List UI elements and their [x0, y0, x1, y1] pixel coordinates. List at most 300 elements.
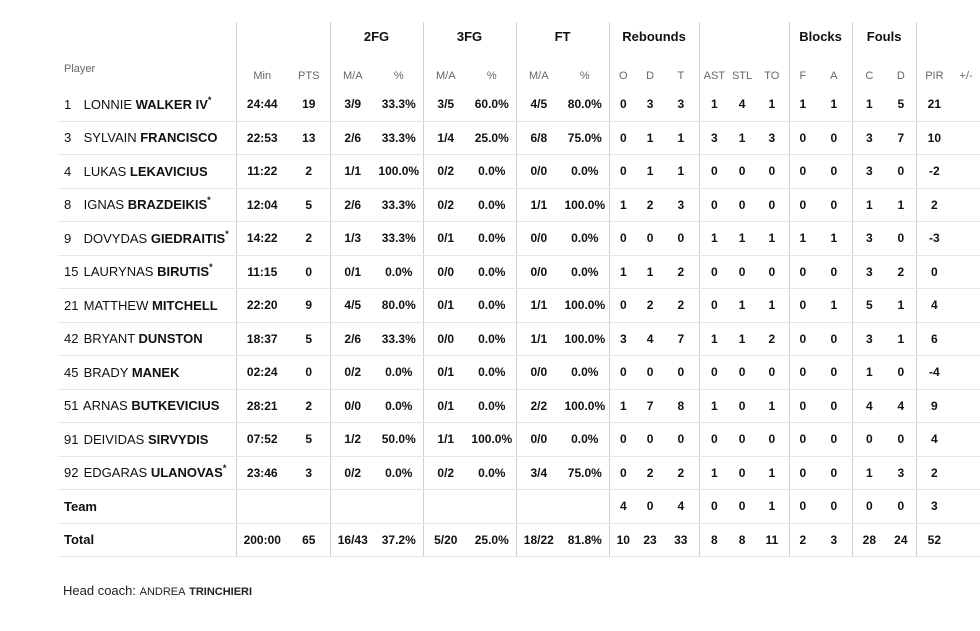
cell-ft-ma: 0/0: [516, 255, 561, 289]
cell-reb-d: 1: [637, 155, 663, 189]
head-coach-last-name: TRINCHIERI: [189, 586, 253, 598]
cell-reb-o: 0: [609, 456, 637, 490]
cell-foul-c: 3: [852, 322, 886, 356]
cell-reb-o: 0: [609, 88, 637, 121]
cell-ft-ma: 1/1: [516, 289, 561, 323]
cell-fg3-pct: 60.0%: [468, 88, 516, 121]
cell-reb-d: 0: [637, 222, 663, 256]
cell-reb-t: 0: [663, 356, 699, 390]
cell-reb-o: 1: [609, 255, 637, 289]
cell-ast: 1: [699, 222, 729, 256]
cell-reb-t: 0: [663, 222, 699, 256]
cell-ast: 0: [699, 188, 729, 222]
cell-pir: 21: [916, 88, 952, 121]
cell-fg2-ma: 2/6: [330, 188, 375, 222]
cell-stl: 4: [729, 88, 755, 121]
col-reb-t: T: [677, 70, 685, 82]
cell-blk-f: 0: [789, 155, 816, 189]
player-last-name: ULANOVAS: [150, 465, 223, 481]
player-name-cell: [58, 356, 236, 390]
cell-pm: [952, 121, 980, 155]
cell-blk-a: 0: [816, 490, 852, 524]
cell-fg2-pct: 0.0%: [375, 389, 423, 423]
cell-pm: [952, 289, 980, 323]
cell-reb-t: 1: [663, 121, 699, 155]
column-header-row: [58, 50, 980, 88]
cell-min: 07:52: [236, 423, 288, 457]
cell-reb-t: 7: [663, 322, 699, 356]
cell-blk-a: 1: [816, 289, 852, 323]
player-name-cell: [58, 456, 236, 490]
cell-foul-c: 0: [852, 490, 886, 524]
cell-fg2-ma: 0/0: [330, 389, 375, 423]
player-last-name: BUTKEVICIUS: [131, 398, 220, 414]
cell-ft-pct: 0.0%: [561, 155, 609, 189]
cell-foul-d: 5: [886, 88, 916, 121]
cell-reb-d: 2: [637, 456, 663, 490]
player-name-cell: [58, 155, 236, 189]
cell-ast: 1: [699, 456, 729, 490]
cell-stl: 0: [729, 389, 755, 423]
cell-stl: 0: [729, 155, 755, 189]
cell-blk-a: 0: [816, 121, 852, 155]
group-blocks: Blocks: [789, 22, 852, 50]
col-reb-o: O: [609, 50, 637, 88]
cell-foul-d: 1: [886, 322, 916, 356]
cell-reb-d: 3: [637, 88, 663, 121]
cell-foul-d: 24: [886, 523, 916, 557]
cell-blk-f: 0: [789, 255, 816, 289]
player-row: [58, 322, 980, 356]
cell-ast: 0: [699, 356, 729, 390]
cell-blk-f: 0: [789, 456, 816, 490]
cell-ft-ma: 1/1: [516, 322, 561, 356]
cell-foul-d: 4: [886, 389, 916, 423]
cell-fg2-pct: 33.3%: [375, 188, 423, 222]
cell-fg2-ma: 2/6: [330, 121, 375, 155]
cell-pm: [952, 356, 980, 390]
player-row: [58, 255, 980, 289]
player-last-name: SIRVYDIS: [147, 431, 209, 447]
head-coach-label: Head coach:: [63, 583, 136, 598]
jersey-number: 1: [64, 96, 72, 112]
player-row: [58, 155, 980, 189]
cell-fg3-ma: 0/2: [423, 456, 468, 490]
head-coach-first-name: ANDREA: [139, 586, 186, 598]
starter-marker: *: [209, 262, 213, 273]
cell-foul-d: 0: [886, 222, 916, 256]
cell-fg3-pct: 25.0%: [468, 121, 516, 155]
cell-ast: 8: [699, 523, 729, 557]
cell-min: 28:21: [236, 389, 288, 423]
jersey-number: 45: [64, 364, 79, 380]
player-first-name: BRADY: [83, 364, 129, 380]
col-ft-pct: %: [579, 70, 590, 82]
player-name-cell: [58, 322, 236, 356]
cell-ast: 0: [699, 289, 729, 323]
cell-min: 22:53: [236, 121, 288, 155]
player-row: [58, 289, 980, 323]
cell-pm: [952, 456, 980, 490]
cell-blk-a: 3: [816, 523, 852, 557]
cell-reb-d: 0: [637, 356, 663, 390]
cell-ft-pct: [561, 490, 609, 524]
cell-reb-d: 1: [637, 121, 663, 155]
cell-to: 0: [755, 255, 789, 289]
cell-pir: 2: [916, 456, 952, 490]
player-first-name: ARNAS: [82, 398, 128, 414]
cell-fg2-ma: 2/6: [330, 322, 375, 356]
cell-to: 0: [755, 155, 789, 189]
cell-pm: [952, 188, 980, 222]
cell-reb-o: 0: [609, 289, 637, 323]
col-foul-d: D: [896, 70, 905, 82]
cell-ast: 1: [699, 389, 729, 423]
cell-ft-pct: 75.0%: [561, 121, 609, 155]
cell-ft-pct: 81.8%: [561, 523, 609, 557]
player-first-name: LUKAS: [83, 163, 127, 179]
cell-fg3-ma: 5/20: [423, 523, 468, 557]
cell-fg3-pct: 0.0%: [468, 255, 516, 289]
player-name-cell: [58, 255, 236, 289]
col-reb-d: D: [646, 70, 655, 82]
cell-pir: 4: [916, 423, 952, 457]
cell-pm: [952, 423, 980, 457]
col-2fg-pct: %: [393, 70, 404, 82]
col-pir: PIR: [916, 50, 952, 88]
cell-to: 1: [755, 456, 789, 490]
cell-to: 0: [755, 188, 789, 222]
cell-fg3-pct: [468, 490, 516, 524]
cell-foul-d: 1: [886, 188, 916, 222]
cell-pir: -2: [916, 155, 952, 189]
player-row: [58, 356, 980, 390]
col-min: Min: [236, 50, 288, 88]
cell-fg2-ma: 0/1: [330, 255, 375, 289]
cell-ast: 3: [699, 121, 729, 155]
cell-blk-f: 0: [789, 121, 816, 155]
cell-fg2-ma: 0/2: [330, 456, 375, 490]
cell-fg3-pct: 0.0%: [468, 289, 516, 323]
cell-reb-d: 4: [637, 322, 663, 356]
cell-pm: [952, 255, 980, 289]
cell-pir: 9: [916, 389, 952, 423]
cell-fg3-ma: [423, 490, 468, 524]
cell-pir: 4: [916, 289, 952, 323]
cell-reb-t: 8: [663, 389, 699, 423]
cell-stl: 1: [729, 322, 755, 356]
cell-reb-d: 0: [637, 490, 663, 524]
cell-reb-d: 23: [637, 523, 663, 557]
cell-foul-d: 3: [886, 456, 916, 490]
cell-to: 1: [755, 389, 789, 423]
col-stl: STL: [731, 70, 753, 82]
cell-pts: 5: [288, 423, 330, 457]
cell-to: 1: [755, 222, 789, 256]
cell-blk-a: 0: [816, 356, 852, 390]
cell-reb-o: 0: [609, 423, 637, 457]
cell-fg3-pct: 0.0%: [468, 188, 516, 222]
cell-fg2-pct: 33.3%: [375, 121, 423, 155]
cell-foul-c: 4: [852, 389, 886, 423]
cell-reb-t: 3: [663, 88, 699, 121]
cell-ft-ma: 18/22: [516, 523, 561, 557]
player-row: [58, 88, 980, 121]
cell-ft-pct: 0.0%: [561, 423, 609, 457]
jersey-number: 15: [64, 264, 79, 280]
cell-stl: 8: [729, 523, 755, 557]
cell-fg2-pct: 33.3%: [375, 222, 423, 256]
cell-min: 23:46: [236, 456, 288, 490]
player-first-name: DEIVIDAS: [83, 431, 145, 447]
cell-reb-d: 2: [637, 289, 663, 323]
col-ast: AST: [699, 50, 729, 88]
cell-blk-a: 1: [816, 88, 852, 121]
jersey-number: 51: [64, 398, 79, 414]
cell-pts: 0: [288, 356, 330, 390]
cell-foul-c: 3: [852, 222, 886, 256]
starter-marker: *: [207, 94, 212, 105]
cell-fg3-pct: 0.0%: [468, 322, 516, 356]
cell-ft-pct: 100.0%: [561, 289, 609, 323]
cell-ft-pct: 0.0%: [561, 356, 609, 390]
cell-to: 0: [755, 423, 789, 457]
cell-reb-t: 0: [663, 423, 699, 457]
cell-fg2-ma: [330, 490, 375, 524]
team-row: [58, 490, 980, 524]
cell-blk-f: 1: [789, 222, 816, 256]
cell-blk-a: 0: [816, 456, 852, 490]
cell-foul-d: 0: [886, 423, 916, 457]
cell-fg2-ma: 4/5: [330, 289, 375, 323]
cell-fg2-ma: 16/43: [330, 523, 375, 557]
jersey-number: 92: [64, 465, 79, 481]
cell-reb-t: 2: [663, 255, 699, 289]
cell-blk-f: 0: [789, 188, 816, 222]
cell-pts: 2: [288, 389, 330, 423]
cell-fg3-pct: 0.0%: [468, 456, 516, 490]
team-label: Team: [58, 490, 236, 524]
player-row: [58, 389, 980, 423]
col-ft-ma: M/A: [516, 50, 561, 88]
cell-fg3-ma: 3/5: [423, 88, 468, 121]
cell-blk-a: 0: [816, 389, 852, 423]
cell-fg3-ma: 0/0: [423, 255, 468, 289]
cell-reb-o: 0: [609, 155, 637, 189]
cell-fg2-pct: 33.3%: [375, 322, 423, 356]
cell-reb-o: 4: [609, 490, 637, 524]
cell-foul-c: 5: [852, 289, 886, 323]
cell-foul-c: 1: [852, 188, 886, 222]
starter-marker: *: [222, 463, 227, 474]
cell-ft-ma: [516, 490, 561, 524]
cell-foul-d: 0: [886, 155, 916, 189]
cell-foul-c: 28: [852, 523, 886, 557]
cell-stl: 0: [729, 423, 755, 457]
cell-blk-f: 0: [789, 356, 816, 390]
player-first-name: LAURYNAS: [83, 264, 154, 280]
cell-fg2-pct: 0.0%: [375, 356, 423, 390]
col-3fg-ma: M/A: [423, 50, 468, 88]
cell-to: 2: [755, 322, 789, 356]
cell-min: 18:37: [236, 322, 288, 356]
cell-fg3-ma: 1/4: [423, 121, 468, 155]
jersey-number: 21: [64, 297, 79, 313]
cell-ft-pct: 0.0%: [561, 222, 609, 256]
cell-foul-c: 1: [852, 356, 886, 390]
player-name-cell: [58, 389, 236, 423]
cell-blk-f: 0: [789, 389, 816, 423]
cell-fg3-pct: 0.0%: [468, 356, 516, 390]
cell-ft-pct: 75.0%: [561, 456, 609, 490]
box-score: [58, 22, 980, 557]
cell-pts: 2: [288, 155, 330, 189]
cell-min: 14:22: [236, 222, 288, 256]
total-label: Total: [58, 523, 236, 557]
cell-fg2-ma: 1/3: [330, 222, 375, 256]
cell-fg2-ma: 3/9: [330, 88, 375, 121]
cell-foul-d: 0: [886, 490, 916, 524]
group-ft: FT: [516, 22, 609, 50]
cell-stl: 0: [729, 490, 755, 524]
cell-foul-c: 1: [852, 88, 886, 121]
cell-fg3-pct: 0.0%: [468, 155, 516, 189]
col-2fg-ma: M/A: [330, 50, 375, 88]
cell-fg3-pct: 0.0%: [468, 222, 516, 256]
cell-fg2-pct: 33.3%: [375, 88, 423, 121]
cell-ast: 0: [699, 255, 729, 289]
cell-fg2-pct: 80.0%: [375, 289, 423, 323]
cell-min: 24:44: [236, 88, 288, 121]
cell-foul-d: 7: [886, 121, 916, 155]
jersey-number: 9: [64, 230, 72, 246]
player-name-cell: [58, 289, 236, 323]
cell-pts: 65: [288, 523, 330, 557]
cell-fg2-pct: 50.0%: [375, 423, 423, 457]
cell-fg2-pct: 0.0%: [375, 456, 423, 490]
player-row: [58, 222, 980, 256]
cell-ast: 1: [699, 88, 729, 121]
cell-min: 200:00: [236, 523, 288, 557]
cell-blk-f: 0: [789, 289, 816, 323]
cell-blk-f: 0: [789, 423, 816, 457]
cell-foul-c: 3: [852, 121, 886, 155]
cell-pts: 19: [288, 88, 330, 121]
cell-pm: [952, 155, 980, 189]
cell-ft-ma: 4/5: [516, 88, 561, 121]
cell-to: 1: [755, 490, 789, 524]
cell-reb-d: 0: [637, 423, 663, 457]
cell-pm: [952, 490, 980, 524]
cell-ast: 0: [699, 423, 729, 457]
cell-ft-ma: 1/1: [516, 188, 561, 222]
cell-ft-ma: 6/8: [516, 121, 561, 155]
cell-min: 22:20: [236, 289, 288, 323]
cell-pm: [952, 88, 980, 121]
cell-reb-t: 3: [663, 188, 699, 222]
cell-ast: 1: [699, 322, 729, 356]
cell-foul-d: 0: [886, 356, 916, 390]
total-row: [58, 523, 980, 557]
player-last-name: BIRUTIS: [157, 264, 210, 280]
cell-ft-ma: 0/0: [516, 155, 561, 189]
col-blk-a: A: [830, 70, 838, 82]
group-fouls: Fouls: [852, 22, 916, 50]
cell-fg2-ma: 1/1: [330, 155, 375, 189]
cell-pm: [952, 322, 980, 356]
cell-fg2-pct: 37.2%: [375, 523, 423, 557]
player-row: [58, 188, 980, 222]
cell-fg3-ma: 1/1: [423, 423, 468, 457]
cell-fg3-pct: 100.0%: [468, 423, 516, 457]
cell-ft-ma: 3/4: [516, 456, 561, 490]
player-name-cell: [58, 423, 236, 457]
head-coach: [63, 583, 252, 598]
cell-blk-f: 2: [789, 523, 816, 557]
player-last-name: GIEDRAITIS: [150, 230, 226, 246]
cell-to: 11: [755, 523, 789, 557]
cell-foul-d: 1: [886, 289, 916, 323]
cell-stl: 1: [729, 289, 755, 323]
cell-pts: 2: [288, 222, 330, 256]
cell-blk-f: 1: [789, 88, 816, 121]
cell-foul-c: 0: [852, 423, 886, 457]
cell-pts: 13: [288, 121, 330, 155]
cell-pir: 6: [916, 322, 952, 356]
group-rebounds: Rebounds: [609, 22, 699, 50]
cell-fg3-pct: 25.0%: [468, 523, 516, 557]
player-first-name: LONNIE: [83, 96, 133, 112]
group-2fg: 2FG: [330, 22, 423, 50]
player-first-name: BRYANT: [83, 331, 135, 347]
player-row: [58, 423, 980, 457]
cell-blk-a: 0: [816, 255, 852, 289]
box-score-table: [58, 22, 980, 557]
cell-foul-d: 2: [886, 255, 916, 289]
cell-fg3-ma: 0/1: [423, 389, 468, 423]
cell-reb-o: 0: [609, 121, 637, 155]
cell-pir: -4: [916, 356, 952, 390]
col-blk-f: F: [789, 50, 816, 88]
player-last-name: MITCHELL: [152, 297, 218, 313]
cell-pts: 9: [288, 289, 330, 323]
player-first-name: DOVYDAS: [83, 230, 148, 246]
cell-reb-o: 0: [609, 356, 637, 390]
cell-fg3-ma: 0/2: [423, 188, 468, 222]
cell-pir: -3: [916, 222, 952, 256]
col-pts: PTS: [298, 70, 320, 82]
col-to: TO: [764, 70, 780, 82]
cell-pts: 0: [288, 255, 330, 289]
player-row: [58, 456, 980, 490]
cell-stl: 0: [729, 456, 755, 490]
cell-stl: 1: [729, 222, 755, 256]
cell-blk-a: 1: [816, 222, 852, 256]
starter-marker: *: [225, 228, 229, 239]
cell-pm: [952, 523, 980, 557]
cell-pts: 3: [288, 456, 330, 490]
cell-ft-ma: 0/0: [516, 423, 561, 457]
cell-min: 02:24: [236, 356, 288, 390]
jersey-number: 91: [64, 431, 79, 447]
cell-fg2-pct: 100.0%: [375, 155, 423, 189]
group-header-row: [58, 22, 980, 50]
cell-reb-d: 7: [637, 389, 663, 423]
starter-marker: *: [207, 195, 211, 206]
cell-stl: 0: [729, 188, 755, 222]
cell-reb-t: 33: [663, 523, 699, 557]
cell-ft-pct: 80.0%: [561, 88, 609, 121]
